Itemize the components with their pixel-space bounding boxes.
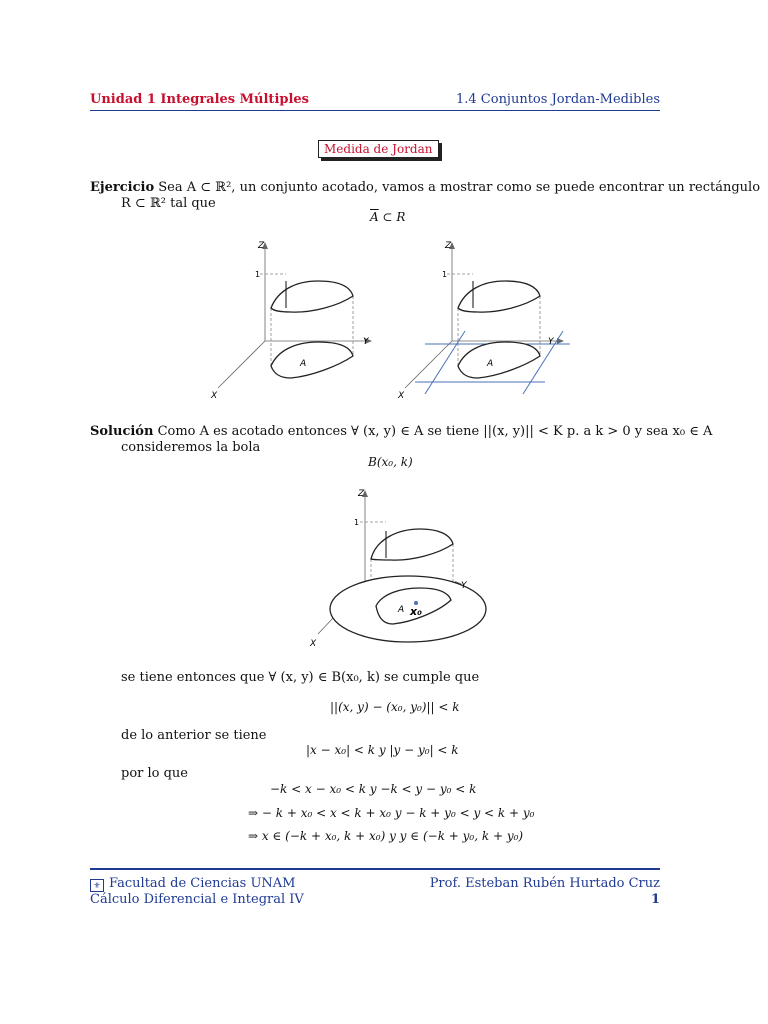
fig3-axis-x: X bbox=[310, 639, 317, 649]
ejercicio-formula-rest: ⊂ R bbox=[378, 210, 406, 224]
solucion-label: Solución bbox=[90, 424, 154, 439]
figure-set-a bbox=[208, 236, 388, 408]
ejercicio-formula bbox=[370, 210, 405, 224]
fig3-set-label: A bbox=[398, 605, 405, 615]
fig1-axis-y: Y bbox=[363, 337, 369, 347]
fig1-set-label: A bbox=[300, 359, 307, 369]
figure-ball bbox=[308, 484, 488, 656]
unam-logo-icon: ⚜ bbox=[90, 879, 104, 892]
fig2-axis-x: X bbox=[398, 391, 405, 401]
fig2-axis-y: Y bbox=[548, 337, 554, 347]
body-p1: se tiene entonces que ∀ (x, y) ∈ B(x₀, k) se cumple que bbox=[121, 670, 480, 685]
fig3-point-label: x₀ bbox=[410, 605, 422, 618]
closure-symbol: $\overline{A}$ bbox=[370, 210, 379, 224]
ejercicio-line2: R ⊂ ℝ² tal que bbox=[121, 196, 216, 211]
ejercicio-label: Ejercicio bbox=[90, 180, 155, 195]
header-unit-title: Unidad 1 Integrales Múltiples bbox=[90, 92, 309, 107]
solucion-paragraph bbox=[90, 424, 712, 440]
footer-faculty: Facultad de Ciencias UNAM bbox=[109, 876, 296, 891]
ejercicio-line1: Sea A ⊂ ℝ², un conjunto acotado, vamos a mostrar como se puede encontrar un rectángulo bbox=[158, 180, 761, 195]
fig2-set-label: A bbox=[487, 359, 494, 369]
body-f2: |x − x₀| < k y |y − y₀| < k bbox=[306, 743, 459, 757]
fig2-axis-z: Z bbox=[445, 241, 452, 251]
body-p3: por lo que bbox=[121, 766, 188, 781]
ball-formula: B(x₀, k) bbox=[368, 455, 413, 469]
fig3-tick-one: 1 bbox=[354, 518, 360, 527]
fig2-tick-one: 1 bbox=[442, 270, 448, 279]
footer-author: Prof. Esteban Rubén Hurtado Cruz bbox=[429, 876, 660, 891]
fig1-axis-z: Z bbox=[258, 241, 265, 251]
fig1-axis-x: X bbox=[211, 391, 218, 401]
fig3-axis-y: Y bbox=[461, 581, 467, 591]
body-p2: de lo anterior se tiene bbox=[121, 728, 267, 743]
solucion-line1: Como A es acotado entonces ∀ (x, y) ∈ A se tiene ||(x, y)|| < K p. a k > 0 y sea x₀ ∈ A bbox=[157, 424, 713, 439]
ejercicio-paragraph bbox=[90, 180, 760, 196]
header-rule bbox=[90, 110, 660, 111]
footer-page-number: 1 bbox=[650, 892, 660, 907]
body-f1: ||(x, y) − (x₀, y₀)|| < k bbox=[330, 700, 460, 714]
figure-set-a-rectangle bbox=[395, 236, 575, 408]
footer-left-line1 bbox=[90, 876, 295, 892]
body-f3: −k < x − x₀ < k y −k < y − y₀ < k bbox=[270, 782, 477, 796]
section-title-box bbox=[318, 140, 439, 158]
section-title: Medida de Jordan bbox=[324, 142, 433, 156]
footer-rule bbox=[90, 868, 660, 870]
footer-course: Cálculo Diferencial e Integral IV bbox=[90, 892, 304, 907]
body-f5: ⇒ x ∈ (−k + x₀, k + x₀) y y ∈ (−k + y₀, k + y₀) bbox=[248, 829, 524, 843]
fig1-tick-one: 1 bbox=[255, 270, 261, 279]
solucion-line2: consideremos la bola bbox=[121, 440, 261, 455]
fig3-axis-z: Z bbox=[358, 489, 365, 499]
body-f4: ⇒ − k + x₀ < x < k + x₀ y − k + y₀ < y < k + y₀ bbox=[248, 806, 535, 820]
header-section-title: 1.4 Conjuntos Jordan-Medibles bbox=[455, 92, 660, 107]
